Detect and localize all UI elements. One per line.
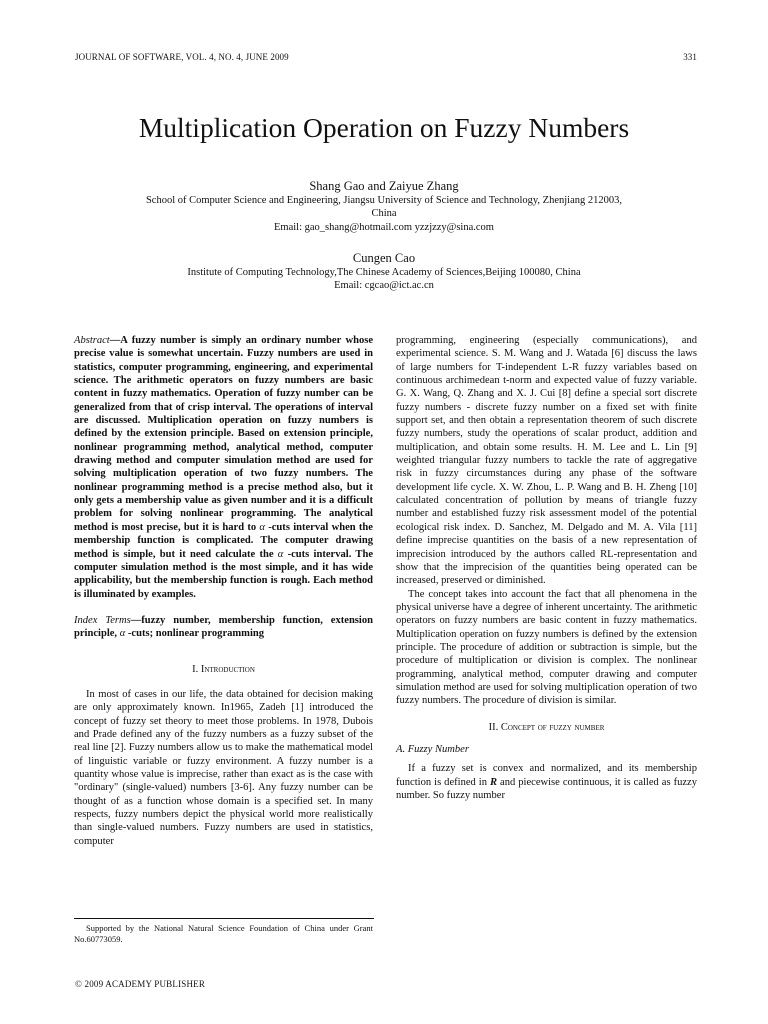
left-column: [74, 334, 373, 848]
affiliation: Institute of Computing Technology,The Chinese Academy of Sciences,Beijing 100080, China: [187, 267, 581, 278]
abstract-label: Abstract: [74, 335, 110, 346]
author-email: Email: cgcao@ict.ac.cn: [334, 280, 434, 292]
real-set-symbol: R: [490, 776, 498, 788]
page-number: 331: [683, 52, 697, 62]
running-header: [75, 52, 697, 62]
paper-title: Multiplication Operation on Fuzzy Numbers: [138, 112, 630, 143]
right-column: [396, 334, 697, 802]
affiliation: School of Computer Science and Engineering, Jiangsu University of Science and Technology, Zhenjiang 212003,: [145, 195, 623, 206]
intro-paragraph-2: The concept takes into account the fact that all phenomena in the physical universe have a degree of inherent uncertainty. The arithmetic operators on fuzzy numbers are basic content in fuzzy mathematics. Multiplication operation on fuzzy numbers is defined by the extension principle. The procedure of addition or subtraction is simple, but the procedure of multiplication or division is complex. The nonlinear programming, analytical method, computer drawing and computer simulation method are used for solving multiplication operation of two fuzzy numbers. The procedure of division is similar.: [396, 588, 697, 707]
alpha-symbol: α: [277, 548, 284, 560]
author-email: Email: gao_shang@hotmail.com yzzjzzy@sina.com: [274, 221, 494, 233]
index-terms: Index Terms—fuzzy number, membership function, extension principle, α -cuts; nonlinear programming: [74, 614, 373, 640]
fuzzy-number-paragraph: If a fuzzy set is convex and normalized, and its membership function is defined in R and piecewise continuous, it is called as fuzzy number. So fuzzy number: [396, 763, 698, 801]
section-heading-concept: II. Concept of fuzzy number: [488, 721, 605, 733]
footnote: Supported by the National Natural Science Foundation of China under Grant No.60773059.: [74, 923, 373, 944]
section-heading-introduction: I. Introduction: [192, 663, 255, 675]
affiliation-country: China: [371, 208, 397, 220]
alpha-symbol: α: [259, 521, 265, 533]
intro-paragraph: In most of cases in our life, the data obtained for decision making are only approximately known. In1965, Zadeh [1] introduced the concept of fuzzy set theory to meet those problems. In 1978, Dubois and Prade defined any of the fuzzy numbers as a fuzzy subset of the real line [2]. Fuzzy numbers allow us to make the mathematical model of linguistic variable or fuzzy environment. A fuzzy number is a quantity whose value is imprecise, rather than exact as is the case with "ordinary" (single-valued) numbers [3-6]. Any fuzzy number can be thought of as a function whose domain is a specified set. In many respects, fuzzy numbers depict the physical world more realistically than single-valued numbers. Fuzzy numbers are used in statistics, computer: [74, 688, 373, 847]
author-names: Shang Gao and Zaiyue Zhang: [309, 179, 459, 193]
alpha-symbol: α: [119, 628, 126, 640]
author-names: Cungen Cao: [352, 251, 416, 265]
author-block-2: [60, 250, 708, 293]
footnote-divider: [74, 918, 374, 919]
intro-paragraph-continued: programming, engineering (especially communications), and experimental science. S. M. Wang and J. Watada [6] discuss the laws of large numbers for T-independent L-R fuzzy variables based on continuous archimedean t-norm and expected value of fuzzy variable. G. X. Wang, Q. Zhang and X. J. Cui [8] define a special sort discrete fuzzy numbers - discrete fuzzy number on a fixed set with finite support set, and then obtain a representation theorem of such discrete fuzzy numbers, study the operations of scalar product, addition and multiplication, and obtain some results. H. M. Lee and L. Lin [9] weighted triangular fuzzy numbers to tackle the rate of aggregative risk in fuzzy circumstances during any phase of the software development life cycle. X. W. Zhou, L. P. Wang and B. H. Zheng [10] calculated concentration of pollution by means of triangle fuzzy number and established fuzzy risk assessment model of the potential ecological risk index. D. Sanchez, M. Delgado and M. A. Vila [11] define imprecise quantities on the basis of a new representation of imprecision introduced by the authors called RL-representation and show that the imprecision of the quantities being operated can be increased, preserved or diminished.: [396, 335, 697, 587]
copyright-notice: © 2009 ACADEMY PUBLISHER: [75, 979, 206, 989]
abstract: Abstract—A fuzzy number is simply an ordinary number whose precise value is somewhat uncertain. Fuzzy numbers are used in statistics, computer programming, engineering, and experimental science. The arithmetic operators on fuzzy numbers are basic content in fuzzy mathematics. Operation of fuzzy number can be generalized from that of crisp interval. The operations of interval are discussed. Multiplication operation on fuzzy numbers is defined by the extension principle. Based on extension principle, nonlinear programming method, analytical method, computer drawing method and computer simulation method are used for solving multiplication operation of two fuzzy numbers. The nonlinear programming method is a precise method also, but it only gets a membership value as given number and it is a difficult problem for solving nonlinear programming. The analytical method is most precise, but it is hard to α -cuts interval when the membership function is complicated. The computer drawing method is simple, but it need calculate the α -cuts interval. The computer simulation method is the most simple, and it has wide applicability, but the membership function is rough. Each method is illuminated by examples.: [74, 335, 374, 600]
journal-name: JOURNAL OF SOFTWARE, VOL. 4, NO. 4, JUNE 2009: [75, 52, 289, 62]
index-terms-label: Index Terms: [74, 614, 131, 626]
author-block-1: [60, 178, 708, 234]
subsection-heading-fuzzy-number: A. Fuzzy Number: [396, 743, 469, 755]
